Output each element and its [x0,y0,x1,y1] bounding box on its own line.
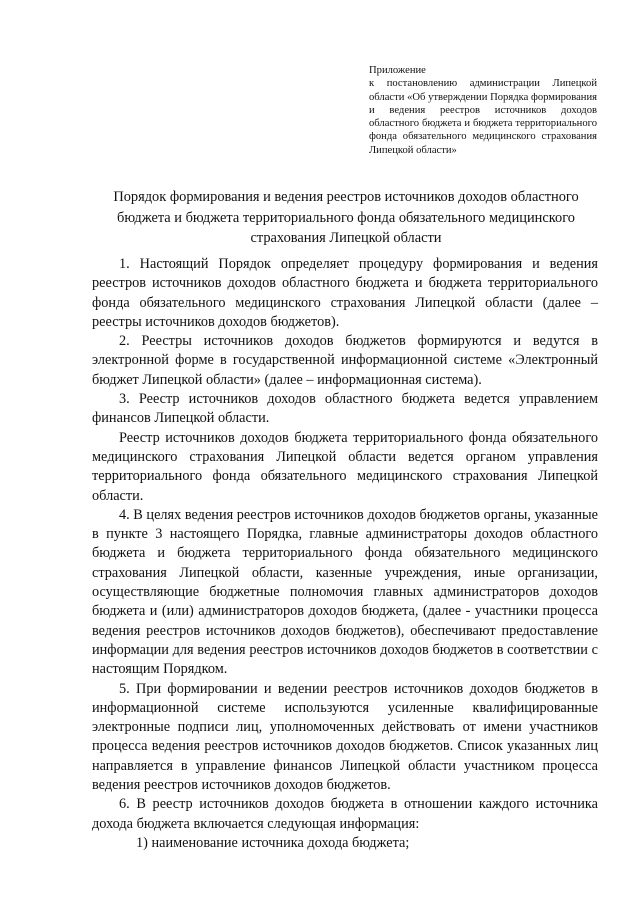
document-title: Порядок формирования и ведения реестров источников доходов областного бюджета и бюджета территориального фонда обязательного медицинского страхования Липецкой области [113,189,579,247]
document-body [92,255,598,853]
appendix-text: к постановлению администрации Липецкой области «Об утверждении Порядка формирования и ведения реестров источников доходов областного бюджета и бюджета территориального фонда обязательного медицинского страхования Липецкой области» [369,78,597,156]
paragraph-1: 1. Настоящий Порядок определяет процедуру формирования и ведения реестров источников доходов областного бюджета и бюджета территориального фонда обязательного медицинского страхования Липецкой области (далее – реестры источников доходов бюджетов). [92,256,598,330]
paragraph-4: 4. В целях ведения реестров источников доходов бюджетов органы, указанные в пункте 3 настоящего Порядка, главные администраторы доходов областного бюджета и бюджета территориального фонда обязательного медицинского страхования Липецкой области, казенные учреждения, иные организации, осуществляющие бюджетные полномочия главных администраторов доходов бюджета и (или) администраторов доходов бюджета, (далее - участники процесса ведения реестров источников доходов бюджетов), обеспечивают предоставление информации для ведения реестров источников доходов бюджетов в соответствии с настоящим Порядком. [92,506,598,678]
paragraph-3-continued: Реестр источников доходов бюджета территориального фонда обязательного медицинского страхования Липецкой области ведется органом управления территориального фонда обязательного медицинского страхования Липецкой области. [92,429,598,504]
list-item-1: 1) наименование источника дохода бюджета; [136,834,410,851]
paragraph-2: 2. Реестры источников доходов бюджетов формируются и ведутся в электронной форме в государственной информационной системе «Электронный бюджет Липецкой области» (далее – информационная система). [92,333,598,388]
paragraph-3: 3. Реестр источников доходов областного бюджета ведется управлением финансов Липецкой области. [92,391,598,427]
paragraph-6: 6. В реестр источников доходов бюджета в отношении каждого источника дохода бюджета включается следующая информация: [92,796,598,832]
appendix-heading: Приложение [369,65,426,76]
paragraph-5: 5. При формировании и ведении реестров источников доходов бюджетов в информационной системе используются усиленные квалифицированные электронные подписи лиц, уполномоченных действовать от имени участников процесса ведения реестров источников доходов бюджетов. Список указанных лиц направляется в управление финансов Липецкой области участником процесса ведения реестров источников доходов бюджетов. [92,680,598,794]
appendix-note [369,64,597,157]
